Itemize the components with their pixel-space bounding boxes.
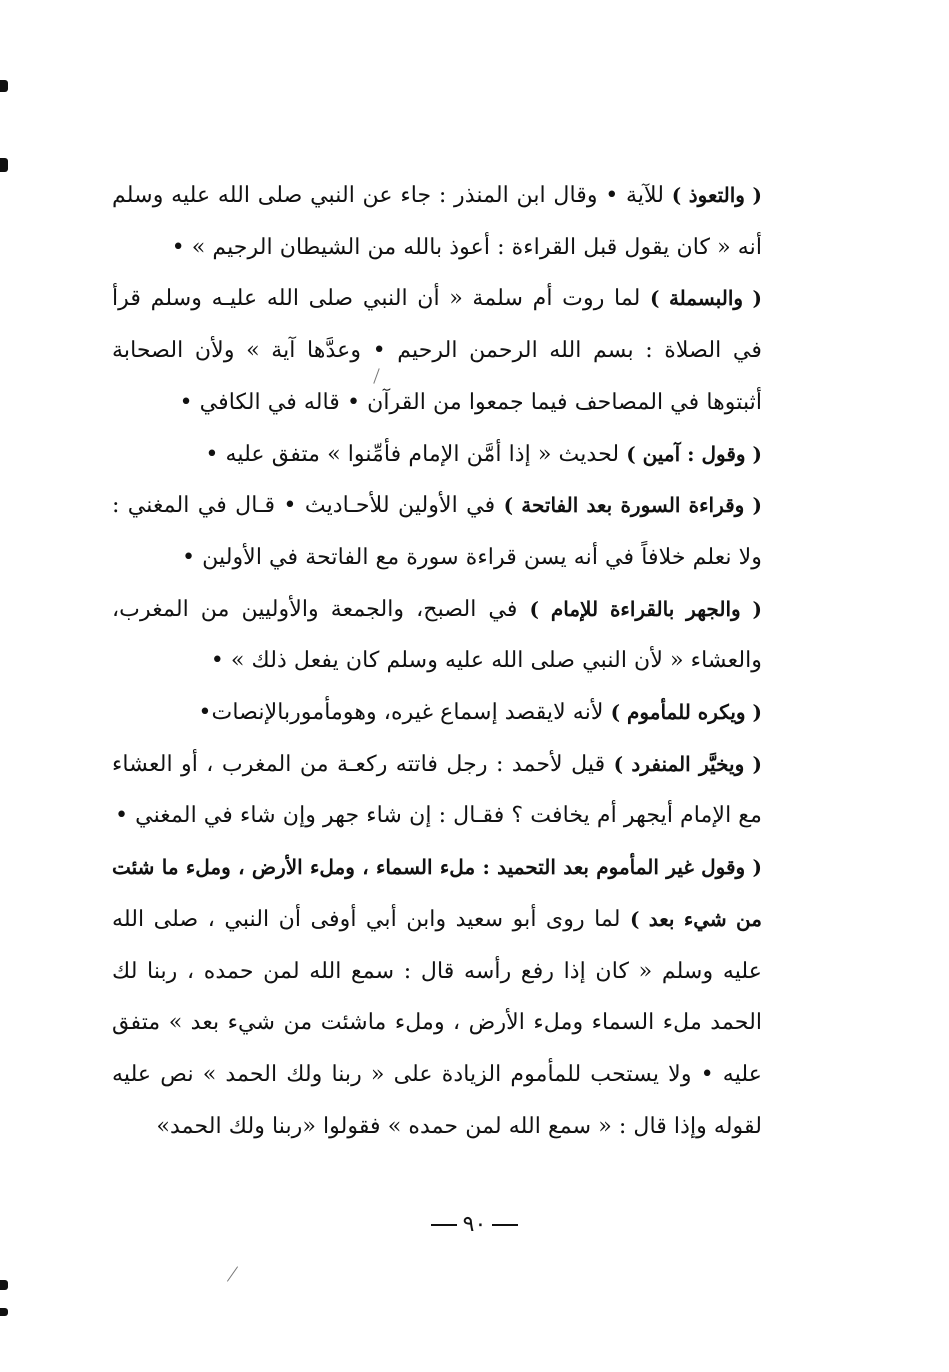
paragraph-text: لأنه لايقصد إسماع غيره، وهومأموربالإنصات• bbox=[198, 699, 611, 726]
scan-edge-mark bbox=[0, 158, 8, 172]
page-number-value: ٩٠ bbox=[462, 1212, 487, 1237]
paragraph-munfarid bbox=[112, 739, 762, 842]
paragraph-amin bbox=[112, 429, 762, 481]
term-heading: ( ويخيَّر المنفرد ) bbox=[613, 751, 763, 776]
main-text bbox=[112, 170, 762, 1152]
paragraph-text: لما روت أم سلمة « أن النبي صلى الله عليـه وسلم قرأ في الصلاة : بسم الله الرحمن الرحيم • وعدَّها آية » ولأن الصحابة أثبتوها في المصاحف فيما جمعوا من القرآن • قاله في الكافي • bbox=[112, 285, 762, 415]
page-number-dash bbox=[492, 1224, 518, 1226]
paragraph-text: لما روى أبو سعيد وابن أبي أوفى أن النبي ، صلى الله عليه وسلم « كان إذا رفع رأسه قال : سمع الله لمن حمده ، ربنا لك الحمد ملء السماء وملء الأرض ، وملء ماشئت من شيء بعد » متفق عليه • ولا يستحب للمأموم الزيادة على « ربنا ولك الحمد » نص عليه لقوله وإذا قال : « سمع الله لمن حمده » فقولوا «ربنا ولك الحمد» bbox=[112, 905, 762, 1139]
scan-edge-mark bbox=[0, 1280, 8, 1290]
page-number-dash bbox=[431, 1224, 457, 1226]
paragraph-text: لحديث « إذا أمَّن الإمام فأمِّنوا » متفق عليه • bbox=[205, 440, 627, 467]
scan-edge-mark bbox=[0, 80, 8, 92]
term-heading: ( وقراءة السورة بعد الفاتحة ) bbox=[503, 493, 763, 518]
term-heading: ( والتعوذ ) bbox=[671, 183, 762, 207]
term-heading: ( ويكره للمأموم ) bbox=[610, 700, 762, 725]
paragraph-mamum bbox=[112, 687, 762, 739]
paragraph-taawwudh bbox=[112, 170, 762, 273]
paragraph-text: للآية • وقال ابن المنذر : جاء عن النبي صلى الله عليه وسلم أنه « كان يقول قبل القراءة : أعوذ بالله من الشيطان الرجيم » • bbox=[112, 182, 762, 260]
term-heading: ( والجهر بالقراءة للإمام ) bbox=[529, 596, 762, 621]
scan-edge-mark bbox=[0, 1308, 8, 1316]
term-heading: ( والبسملة ) bbox=[649, 286, 762, 311]
scan-scratch bbox=[227, 1266, 238, 1281]
paragraph-surah bbox=[112, 480, 762, 583]
paragraph-text: قيل لأحمد : رجل فاتته ركعـة من المغرب ، أو العشاء مع الإمام أيجهر أم يخافت ؟ فقـال : إن شاء جهر وإن شاء في المغني • bbox=[112, 750, 762, 829]
paragraph-basmala bbox=[112, 273, 762, 428]
paragraph-text: في الصبح، والجمعة والأوليين من المغرب، والعشاء « لأن النبي صلى الله عليه وسلم كان يفعل ذلك » • bbox=[112, 595, 762, 674]
page-number bbox=[0, 1212, 949, 1237]
paragraph-tahmid bbox=[112, 842, 762, 1152]
paragraph-text: في الأولين للأحـاديث • قـال في المغني : ولا نعلم خلافاً في أنه يسن قراءة سورة مع الفاتحة في الأولين • bbox=[112, 492, 762, 570]
term-heading: ( وقول : آمين ) bbox=[626, 441, 762, 466]
term-heading: ( وقول غير المأموم بعد التحميد : ملء السماء ، وملء الأرض ، وملء ما شئت من شيء بعد ) bbox=[112, 855, 762, 931]
paragraph-jahr bbox=[112, 584, 762, 687]
